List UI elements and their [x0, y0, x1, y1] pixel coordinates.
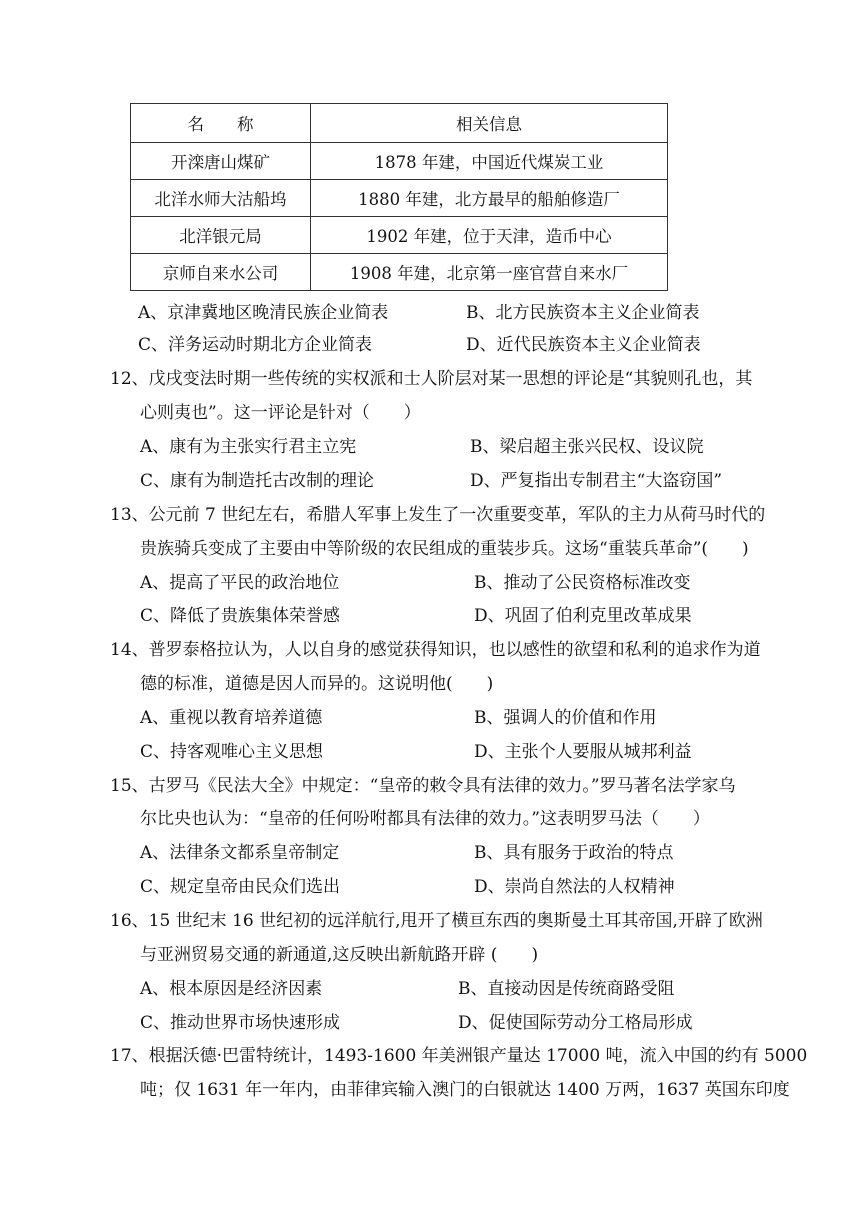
q12-option-a[interactable]: A、康有为主张实行君主立宪: [140, 437, 357, 457]
q16-option-a[interactable]: A、根本原因是经济因素: [140, 979, 323, 999]
q16-stem-line1: 16、15 世纪末 16 世纪初的远洋航行,甩开了横亘东西的奥斯曼土耳其帝国,开辟了欧洲: [110, 911, 763, 931]
q14-option-a[interactable]: A、重视以教育培养道德: [140, 708, 323, 728]
q15-option-a[interactable]: A、法律条文都系皇帝制定: [140, 843, 340, 863]
table-cell: 1878 年建，中国近代煤炭工业: [311, 143, 668, 180]
table-cell: 北洋银元局: [131, 217, 311, 254]
q15-option-c[interactable]: C、规定皇帝由民众们选出: [140, 877, 341, 897]
q14-stem-line1: 14、普罗泰格拉认为，人以自身的感觉获得知识，也以感性的欲望和私利的追求作为道: [110, 640, 761, 660]
q13-option-a[interactable]: A、提高了平民的政治地位: [140, 573, 340, 593]
q12-stem-line1: 12、戊戌变法时期一些传统的实权派和士人阶层对某一思想的评论是“其貌则孔也，其: [110, 369, 753, 389]
q11-option-c[interactable]: C、洋务运动时期北方企业简表: [138, 335, 373, 355]
table-cell: 1902 年建，位于天津，造币中心: [311, 217, 668, 254]
table-row: [131, 180, 668, 217]
q13-option-d[interactable]: D、巩固了伯利克里改革成果: [474, 606, 692, 626]
q14-option-d[interactable]: D、主张个人要服从城邦利益: [474, 742, 692, 762]
q12-option-b[interactable]: B、梁启超主张兴民权、设议院: [470, 437, 704, 457]
q12-option-c[interactable]: C、康有为制造托古改制的理论: [140, 471, 375, 491]
table-cell: 1880 年建，北方最早的船舶修造厂: [311, 180, 668, 217]
table-header-name: 名 称: [131, 104, 311, 143]
q15-stem-line1: 15、古罗马《民法大全》中规定：“皇帝的敕令具有法律的效力。”罗马著名法学家乌: [110, 776, 736, 796]
q11-option-b[interactable]: B、北方民族资本主义企业简表: [466, 303, 700, 323]
table-cell: 1908 年建，北京第一座官营自来水厂: [311, 254, 668, 291]
q13-option-b[interactable]: B、推动了公民资格标准改变: [474, 573, 691, 593]
q12-option-d[interactable]: D、严复指出专制君主“大盗窃国”: [470, 471, 723, 491]
enterprise-table: [130, 103, 668, 291]
table-row: [131, 143, 668, 180]
q16-option-b[interactable]: B、直接动因是传统商路受阻: [458, 979, 675, 999]
q14-option-c[interactable]: C、持客观唯心主义思想: [140, 742, 324, 762]
q15-stem-line2: 尔比央也认为：“皇帝的任何吩咐都具有法律的效力。”这表明罗马法（ ）: [140, 809, 710, 829]
q13-option-c[interactable]: C、降低了贵族集体荣誉感: [140, 606, 341, 626]
q17-stem-line1: 17、根据沃德·巴雷特统计，1493-1600 年美洲银产量达 17000 吨，流入中国的约有 5000: [110, 1046, 808, 1066]
table-cell: 北洋水师大沽船坞: [131, 180, 311, 217]
table-header-row: [131, 104, 668, 143]
table-cell: 京师自来水公司: [131, 254, 311, 291]
table-row: [131, 217, 668, 254]
q17-stem-line2: 吨；仅 1631 年一年内，由菲律宾输入澳门的白银就达 1400 万两，1637 英国东印度: [140, 1080, 790, 1100]
q15-option-d[interactable]: D、崇尚自然法的人权精神: [474, 877, 675, 897]
q11-option-a[interactable]: A、京津冀地区晚清民族企业简表: [138, 303, 389, 323]
q16-option-d[interactable]: D、促使国际劳动分工格局形成: [458, 1013, 693, 1033]
q13-stem-line1: 13、公元前 7 世纪左右，希腊人军事上发生了一次重要变革，军队的主力从荷马时代的: [110, 505, 766, 525]
table-cell: 开滦唐山煤矿: [131, 143, 311, 180]
q16-option-c[interactable]: C、推动世界市场快速形成: [140, 1013, 341, 1033]
q14-option-b[interactable]: B、强调人的价值和作用: [474, 708, 657, 728]
table-row: [131, 254, 668, 291]
q14-stem-line2: 德的标准，道德是因人而异的。这说明他( ): [140, 674, 494, 694]
q15-option-b[interactable]: B、具有服务于政治的特点: [474, 843, 674, 863]
q13-stem-line2: 贵族骑兵变成了主要由中等阶级的农民组成的重装步兵。这场“重装兵革命”( ): [140, 539, 749, 559]
q11-option-d[interactable]: D、近代民族资本主义企业简表: [466, 335, 701, 355]
q12-stem-line2: 心则夷也”。这一评论是针对（ ）: [140, 403, 421, 423]
q16-stem-line2: 与亚洲贸易交通的新通道,这反映出新航路开辟 ( ): [140, 945, 539, 965]
table-header-info: 相关信息: [311, 104, 668, 143]
